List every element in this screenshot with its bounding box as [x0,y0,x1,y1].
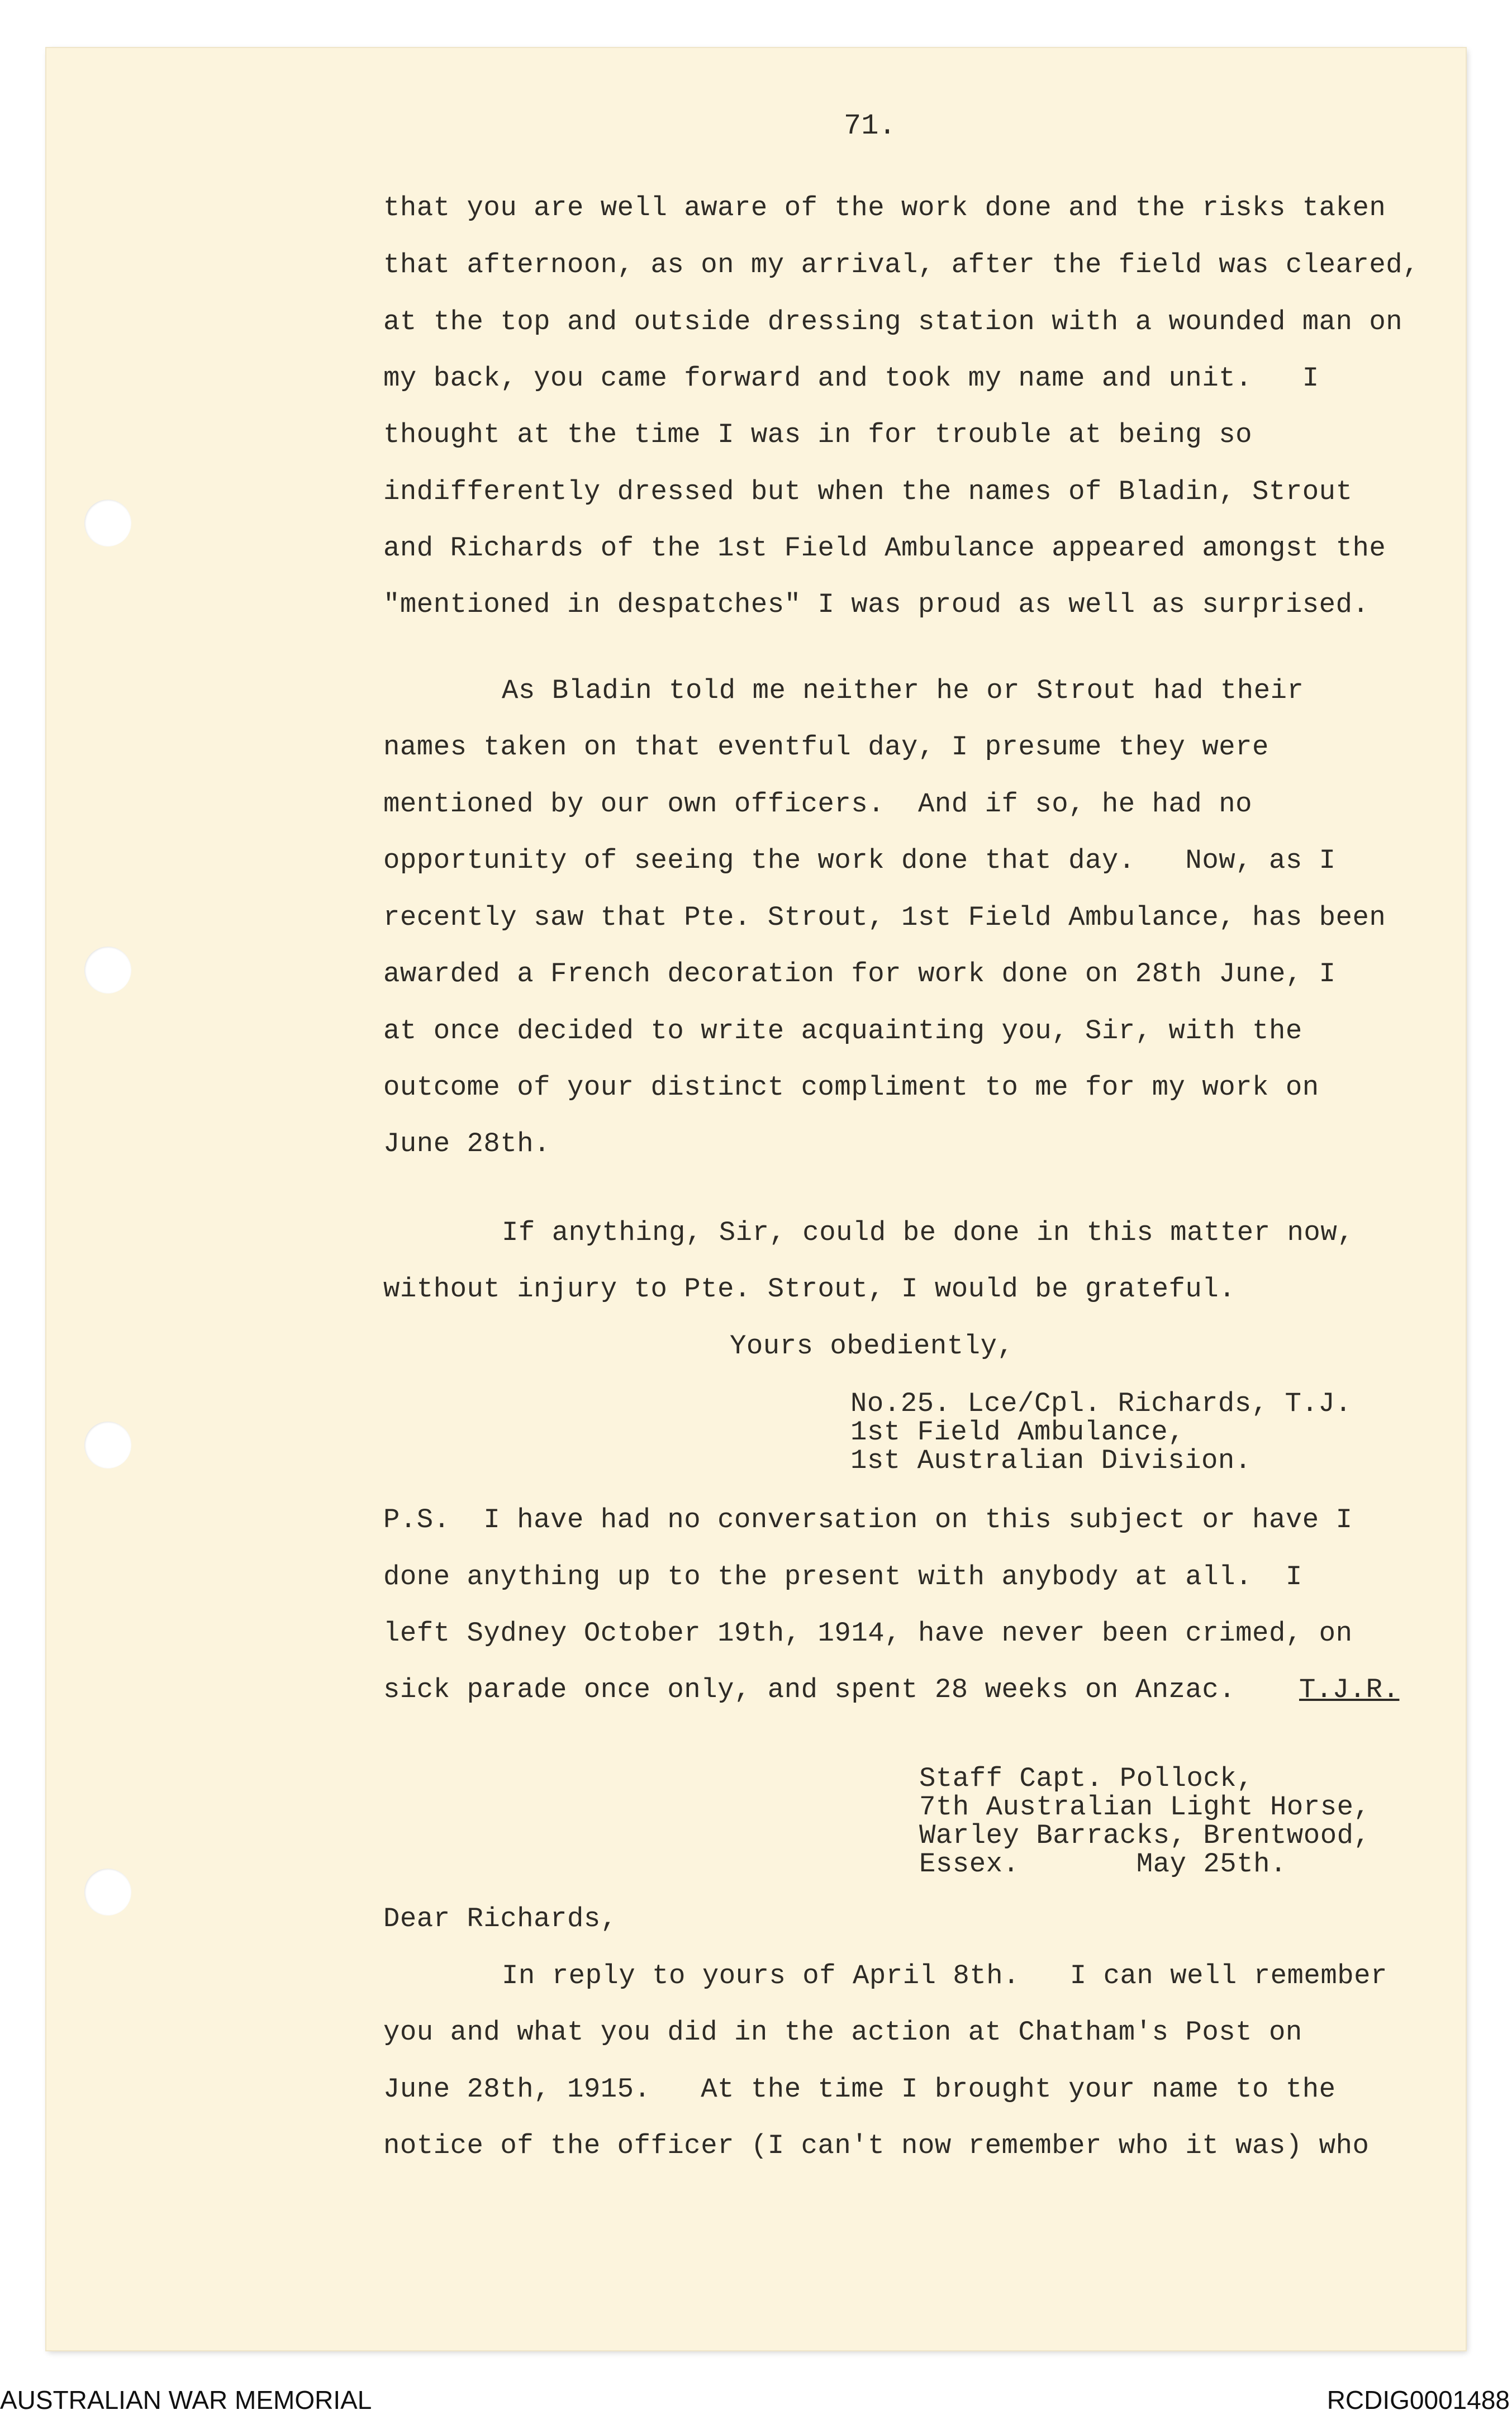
signature-line: No.25. Lce/Cpl. Richards, T.J. [850,1388,1352,1419]
punch-hole [84,1869,131,1916]
body-line: If anything, Sir, could be done in this matter now, [502,1217,1354,1248]
address-line: Warley Barracks, Brentwood, [919,1820,1371,1851]
body-line: mentioned by our own officers. And if so, he had no [383,788,1253,820]
signature-line: 1st Australian Division. [850,1445,1252,1476]
body-line: indifferently dressed but when the names of Bladin, Strout [383,476,1353,507]
archive-footer-right: RCDIG0001488 [1326,2385,1510,2415]
body-line: recently saw that Pte. Strout, 1st Field Ambulance, has been [383,902,1386,933]
punch-hole [84,1422,131,1468]
body-line: without injury to Pte. Strout, I would be grateful. [383,1273,1236,1305]
body-line: thought at the time I was in for trouble at being so [383,419,1253,450]
body-line: opportunity of seeing the work done that day. Now, as I [383,845,1336,876]
archive-footer-left: AUSTRALIAN WAR MEMORIAL [0,2385,372,2415]
signature-line: 1st Field Ambulance, [850,1417,1185,1448]
address-line: Essex. May 25th. [919,1848,1287,1880]
body-line: at the top and outside dressing station with a wounded man on [383,306,1403,338]
punch-hole [84,500,131,546]
page-number: 71. [844,110,896,142]
body-line: names taken on that eventful day, I presume they were [383,731,1269,763]
address-line: Staff Capt. Pollock, [919,1763,1254,1794]
postscript-line: done anything up to the present with anybody at all. I [383,1561,1302,1593]
body-line: As Bladin told me neither he or Strout had their [502,675,1304,706]
postscript-line: left Sydney October 19th, 1914, have never been crimed, on [383,1618,1353,1649]
closing-line: Yours obediently, [730,1330,1014,1362]
reply-line: notice of the officer (I can't now remember who it was) who [383,2130,1370,2161]
body-line: June 28th. [383,1128,551,1159]
body-line: that afternoon, as on my arrival, after the field was cleared, [383,249,1420,281]
body-line: my back, you came forward and took my name and unit. I [383,363,1319,394]
reply-line: In reply to yours of April 8th. I can well remember [502,1960,1387,1992]
body-line: awarded a French decoration for work done on 28th June, I [383,958,1336,990]
address-line: 7th Australian Light Horse, [919,1791,1371,1823]
salutation: Dear Richards, [383,1903,617,1935]
punch-hole [84,947,131,994]
reply-line: you and what you did in the action at Chatham's Post on [383,2017,1302,2048]
body-line: outcome of your distinct compliment to me for my work on [383,1072,1319,1103]
postscript-initials: T.J.R. [1299,1674,1400,1705]
body-line: that you are well aware of the work done and the risks taken [383,192,1386,224]
body-line: and Richards of the 1st Field Ambulance appeared amongst the [383,533,1386,564]
postscript-line: P.S. I have had no conversation on this subject or have I [383,1504,1353,1536]
body-line: at once decided to write acquainting you, Sir, with the [383,1015,1302,1047]
reply-line: June 28th, 1915. At the time I brought your name to the [383,2074,1336,2105]
body-line: "mentioned in despatches" I was proud as well as surprised. [383,589,1370,620]
postscript-line: sick parade once only, and spent 28 weeks on Anzac. [383,1674,1236,1705]
